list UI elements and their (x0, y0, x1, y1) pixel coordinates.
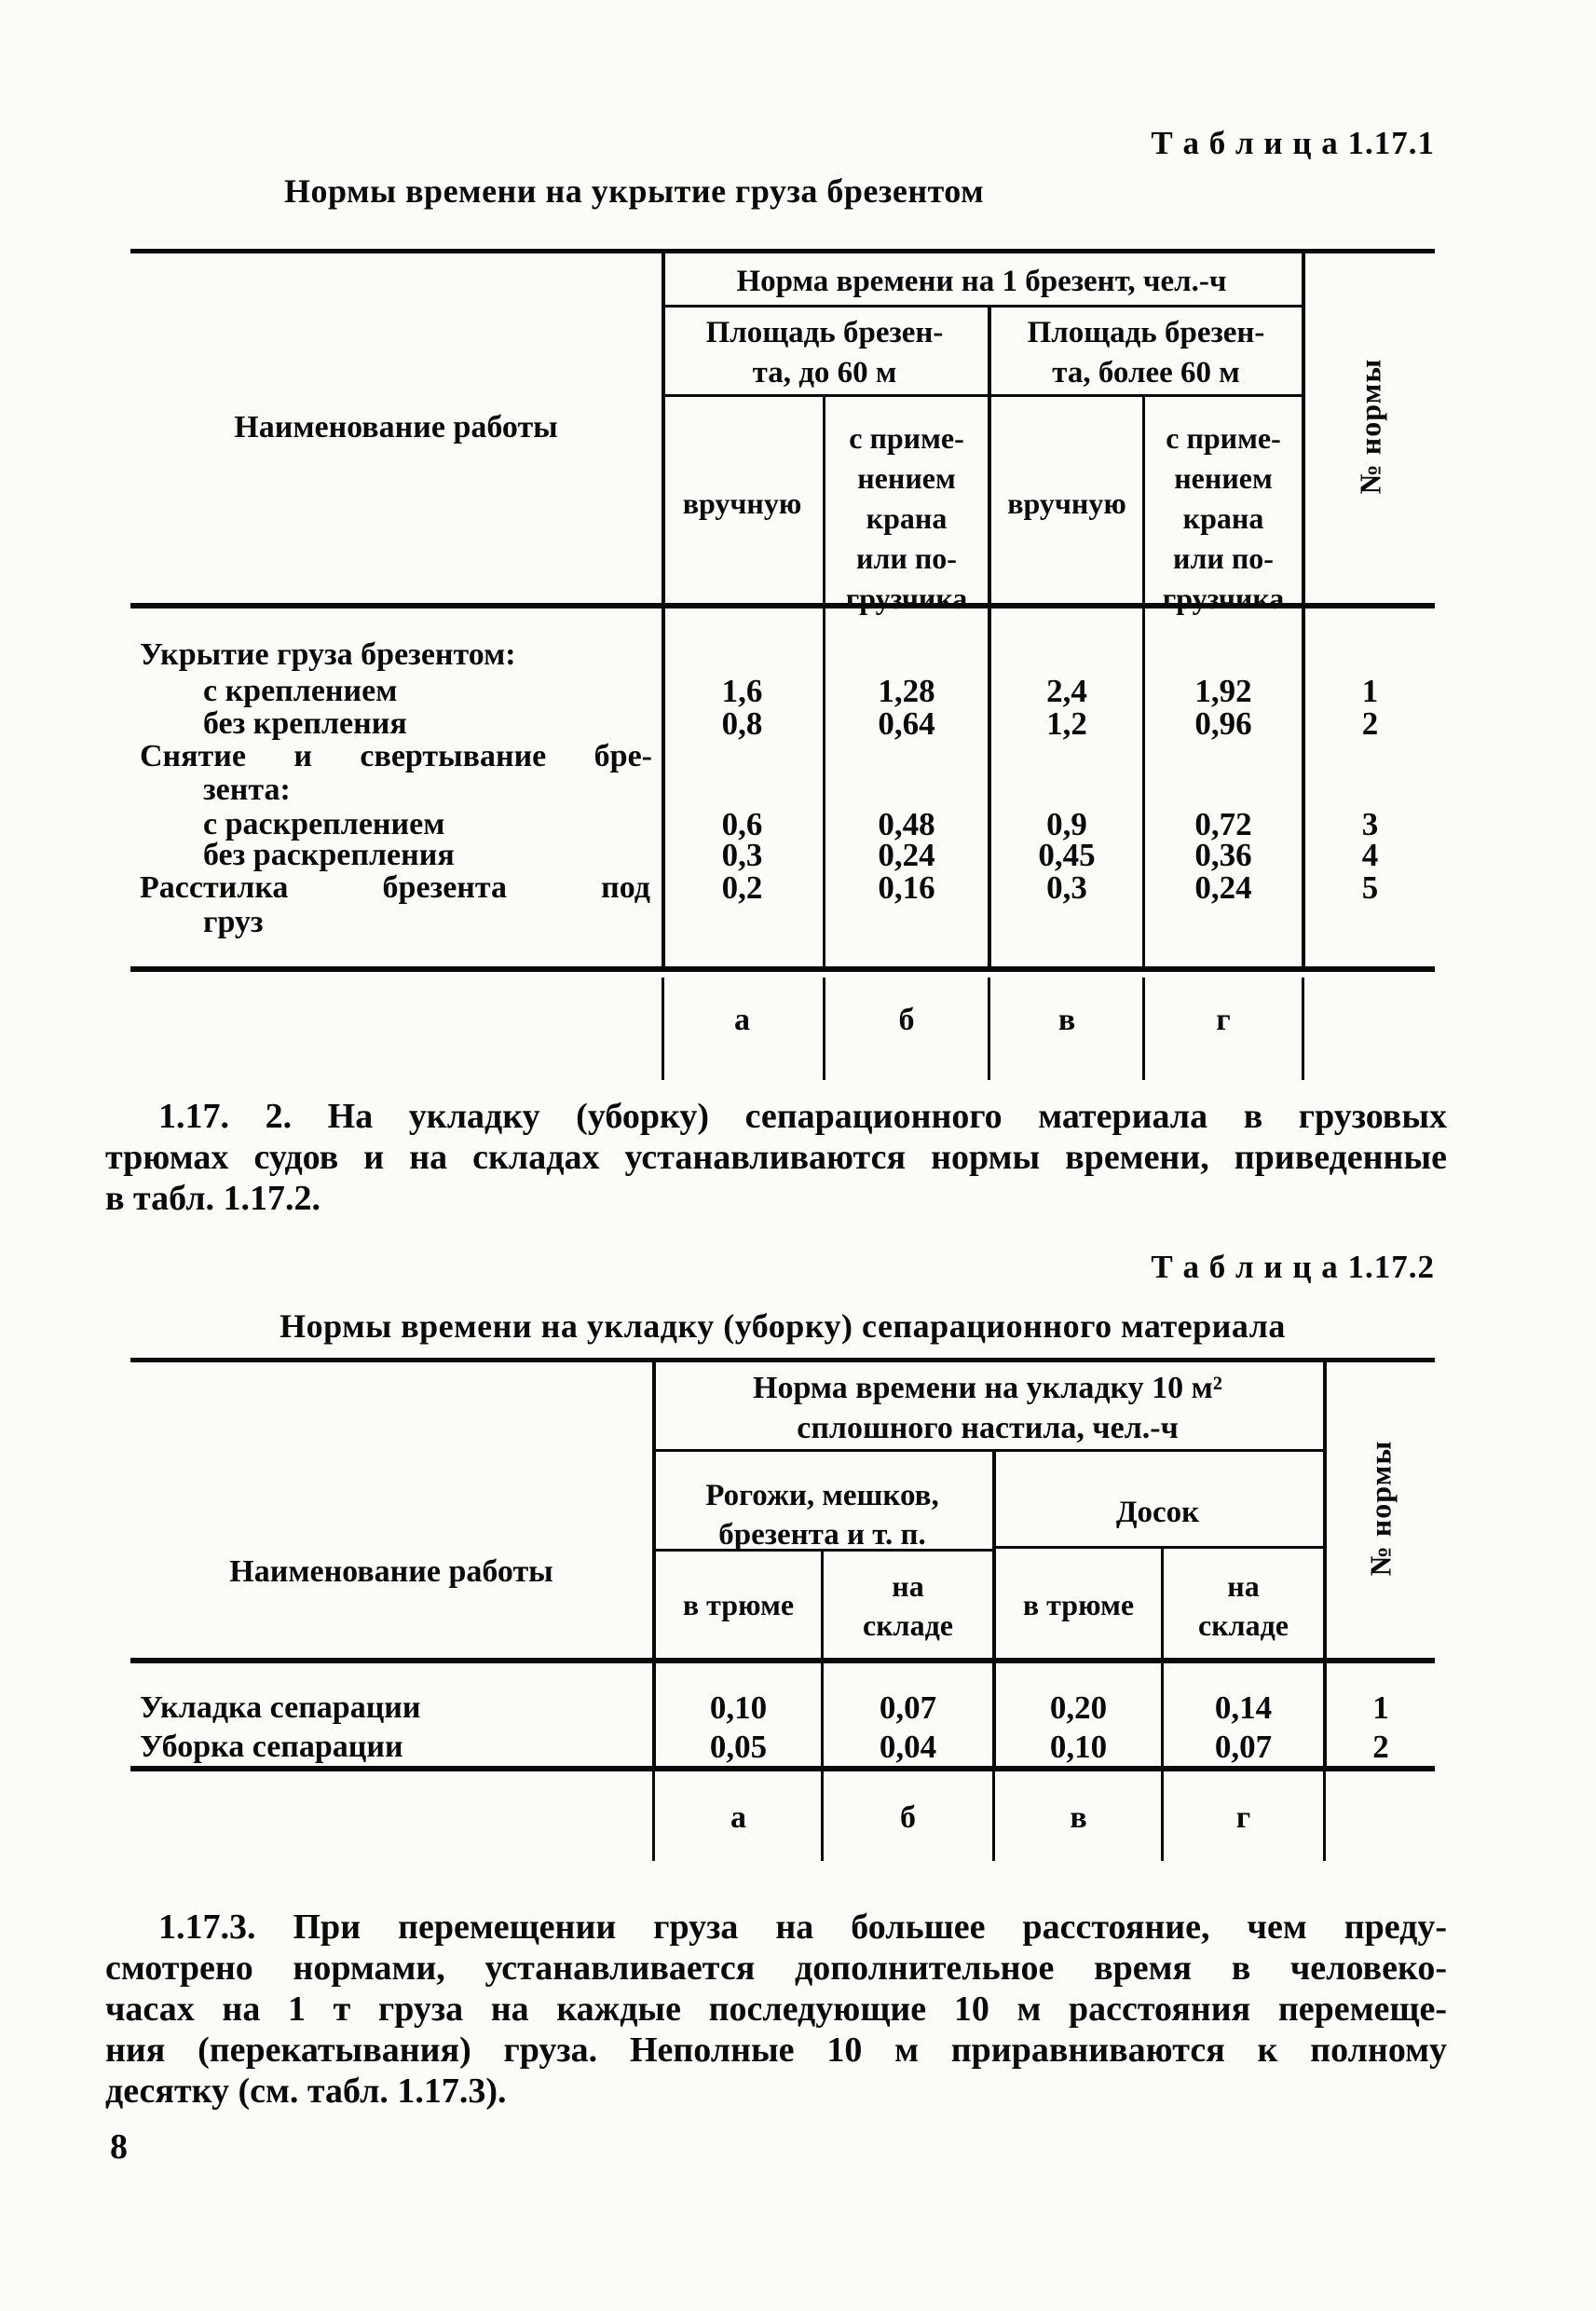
cell-value: 0,9 (1046, 806, 1087, 842)
table1-group2-header-line1: Площадь брезен- (1027, 316, 1265, 349)
crane-line: нением (857, 461, 956, 495)
cell-value: 0,45 (1038, 837, 1096, 873)
cell-norm-number: 3 (1361, 806, 1379, 842)
column-letter: а (734, 1003, 750, 1037)
table-row (130, 636, 1435, 675)
table1-group1-header-line1: Площадь брезен- (705, 316, 944, 349)
table1-column-letters (130, 1001, 1435, 1040)
column-letter: б (900, 1800, 916, 1835)
cell-value: 0,07 (879, 1689, 937, 1726)
column-letter: в (1070, 1800, 1087, 1835)
paragraph-line: 1.17. 2. На укладку (уборку) сепарационного материала в грузовых (158, 1097, 1447, 1136)
paragraph-1172 (105, 1096, 1447, 1219)
paragraph-line: в табл. 1.17.2. (105, 1179, 321, 1218)
table1-group2-header-line2: та, более 60 м (1052, 356, 1240, 390)
crane-line: грузчика (845, 581, 968, 615)
row-label: Расстилка брезента под (140, 870, 650, 905)
cell-value: 0,07 (1214, 1729, 1273, 1765)
cell-value: 0,04 (879, 1729, 937, 1765)
crane-line: или по- (856, 541, 957, 575)
cell-value: 0,8 (721, 705, 763, 742)
table2-subheader-store-2 (1164, 1566, 1323, 1645)
table1-group1-rule (662, 394, 990, 397)
store-line: складе (863, 1608, 953, 1642)
table-row (130, 1689, 1435, 1728)
table2-header-bottom-rule (130, 1658, 1435, 1663)
cell-value: 0,05 (709, 1729, 768, 1765)
cell-value: 0,6 (721, 806, 763, 842)
crane-line: с приме- (1166, 421, 1281, 455)
table2-span-header-line1: Норма времени на укладку 10 м² (753, 1371, 1222, 1405)
paragraph-line: десятку (см. табл. 1.17.3). (105, 2072, 507, 2111)
table2-group1-header-line1: Рогожи, мешков, (705, 1479, 939, 1512)
column-letter: в (1057, 1003, 1076, 1037)
table1-span-header: Норма времени на 1 брезент, чел.-ч (736, 265, 1227, 298)
table1-reference: Т а б л и ц а 1.17.1 (1151, 125, 1435, 161)
store-line: на (1227, 1569, 1260, 1603)
table-row (130, 1728, 1435, 1767)
store-line: складе (1198, 1608, 1289, 1642)
table1-span-rule (662, 305, 1304, 308)
table2-span-header-line2: сплошного настила, чел.-ч (797, 1411, 1179, 1445)
cell-value: 1,6 (721, 673, 763, 709)
row-label: Снятие и свертывание бре- (140, 739, 652, 773)
paragraph-line: часах на 1 т груза на каждые последующие 10 м расстояния перемеще- (105, 1990, 1447, 2029)
crane-line: крана (866, 501, 948, 535)
cell-value: 0,36 (1194, 837, 1252, 873)
row-label: без крепления (203, 706, 407, 741)
cell-norm-number: 1 (1361, 673, 1379, 709)
cell-value: 0,14 (1214, 1689, 1273, 1726)
table2-title: Нормы времени на укладку (уборку) сепарационного материала (280, 1307, 1286, 1345)
column-letter: г (1216, 1003, 1231, 1037)
cell-value: 0,64 (878, 705, 935, 742)
cell-value: 0,24 (1194, 869, 1252, 906)
crane-line: нением (1174, 461, 1273, 495)
row-label: Укладка сепарации (140, 1690, 421, 1725)
paragraph-line: 1.17.3. При перемещении груза на большее расстояние, чем преду- (158, 1908, 1447, 1947)
cell-value: 0,20 (1049, 1689, 1108, 1726)
table1-body-bottom-rule (130, 966, 1435, 972)
table-row (130, 903, 1435, 942)
table1-subheader-crane-1 (825, 418, 988, 619)
page-number: 8 (110, 2127, 128, 2167)
table1-subheader-crane-2 (1145, 418, 1302, 619)
column-letter: г (1235, 1800, 1251, 1835)
row-label: Укрытие груза брезентом: (140, 637, 516, 672)
table1-title: Нормы времени на укрытие груза брезентом (284, 172, 985, 210)
cell-value: 0,10 (1049, 1729, 1108, 1765)
column-letter: б (898, 1003, 915, 1037)
cell-value: 0,16 (878, 869, 935, 906)
table1-subheader-manual-2: вручную (1007, 486, 1126, 520)
crane-line: крана (1182, 501, 1264, 535)
store-line: на (892, 1569, 924, 1603)
cell-norm-number: 1 (1372, 1689, 1389, 1726)
crane-line: с приме- (849, 421, 964, 455)
cell-value: 0,10 (709, 1689, 768, 1726)
table1-subheader-manual-1: вручную (682, 486, 802, 520)
table1-colheader-norm-number (1305, 249, 1435, 603)
cell-value: 2,4 (1046, 673, 1087, 709)
table2-group2-rule (992, 1546, 1323, 1549)
row-label: с раскреплением (203, 807, 445, 841)
table2-column-letters (130, 1798, 1435, 1838)
row-label: Уборка сепарации (140, 1730, 403, 1764)
table1-colheader-work-name: Наименование работы (234, 410, 558, 444)
cell-value: 1,92 (1194, 673, 1252, 709)
cell-value: 0,2 (721, 869, 763, 906)
table-row (130, 868, 1435, 908)
cell-value: 0,3 (721, 837, 763, 873)
table2-group2-header: Досок (1115, 1496, 1200, 1529)
table-row (130, 771, 1435, 810)
cell-norm-number: 2 (1372, 1729, 1389, 1765)
norm-number-label: № нормы (1353, 358, 1386, 494)
table2-span-rule (652, 1449, 1323, 1452)
cell-value: 1,2 (1046, 705, 1087, 742)
column-letter: а (730, 1800, 746, 1835)
table2-top-rule (130, 1358, 1435, 1362)
table1-group2-rule (988, 394, 1304, 397)
cell-value: 0,72 (1194, 806, 1252, 842)
paragraph-1173 (105, 1907, 1447, 2112)
cell-norm-number: 5 (1361, 869, 1379, 906)
paragraph-line: ния (перекатывания) груза. Неполные 10 м приравниваются к полному (105, 2031, 1447, 2070)
crane-line: или по- (1173, 541, 1274, 575)
cell-norm-number: 2 (1361, 705, 1379, 742)
cell-norm-number: 4 (1361, 837, 1379, 873)
row-label: зента: (203, 773, 291, 807)
table2-subheader-store-1 (824, 1566, 992, 1645)
table2-subheader-hold-2: в трюме (1022, 1588, 1135, 1621)
table1-group1-header-line2: та, до 60 м (752, 356, 897, 390)
cell-value: 0,96 (1194, 705, 1252, 742)
cell-value: 0,48 (878, 806, 935, 842)
paragraph-line: трюмах судов и на складах устанавливаются нормы времени, приведенные (105, 1138, 1447, 1177)
table2-colheader-work-name: Наименование работы (229, 1554, 553, 1589)
cell-value: 0,24 (878, 837, 935, 873)
table1-top-rule (130, 249, 1435, 253)
cell-value: 1,28 (878, 673, 935, 709)
table2-colheader-norm-number (1327, 1358, 1435, 1658)
paragraph-line: смотрено нормами, устанавливается дополнительное время в человеко- (105, 1949, 1447, 1988)
row-label: груз (203, 905, 264, 939)
table2-group1-header-line2: брезента и т. п. (718, 1518, 926, 1552)
table2-subheader-hold-1: в трюме (682, 1588, 795, 1621)
row-label: с креплением (203, 674, 398, 708)
cell-value: 0,3 (1046, 869, 1087, 906)
table2-reference: Т а б л и ц а 1.17.2 (1151, 1249, 1435, 1285)
norm-number-label: № нормы (1363, 1440, 1398, 1576)
row-label: без раскрепления (203, 838, 455, 872)
crane-line: грузчика (1162, 581, 1285, 615)
